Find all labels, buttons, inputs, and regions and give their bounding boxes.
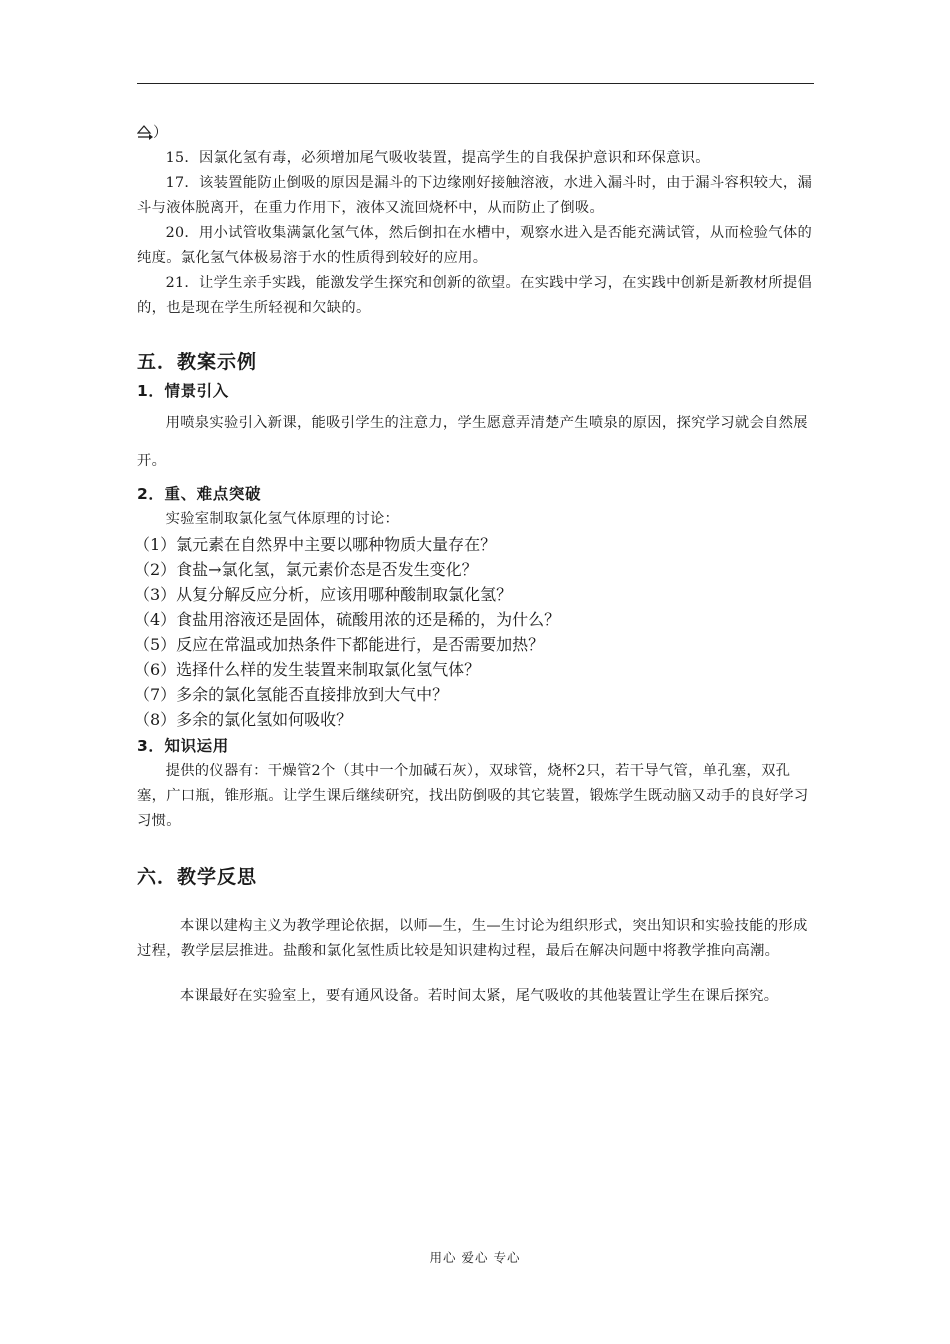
reflection-paragraph-2: 本课最好在实验室上，要有通风设备。若时间太紧，尾气吸收的其他装置让学生在课后探究。	[179, 988, 779, 1004]
question-3: （3）从复分解反应分析，应该用哪种酸制取氯化氢？	[134, 585, 513, 604]
question-5: （5）反应在常温或加热条件下都能进行，是否需要加热？	[134, 635, 545, 654]
note-21: 21．让学生亲手实践，能激发学生探究和创新的欲望。在实践中学习，在实践中创新是新教材所提倡的，也是现在学生所轻视和欠缺的。	[137, 275, 813, 316]
subsection-3-text: 提供的仪器有：干燥管2个（其中一个加碱石灰），双球管，烧杯2只，若干导气管，单孔塞，双孔塞，广口瓶，锥形瓶。让学生课后继续研究，找出防倒吸的其它装置，锻炼学生既动脑又动手的良好学习习惯。	[137, 763, 809, 829]
question-7: （7）多余的氯化氢能否直接排放到大气中？	[134, 685, 449, 704]
equation-fragment	[137, 122, 814, 146]
subsection-2-title: 2．重、难点突破	[137, 485, 262, 503]
question-6: （6）选择什么样的发生装置来制取氯化氢气体？	[134, 660, 481, 679]
section-6-title: 六．教学反思	[137, 866, 258, 888]
subsection-3-title: 3．知识运用	[137, 737, 229, 755]
note-15: 15．因氯化氢有毒，必须增加尾气吸收装置，提高学生的自我保护意识和环保意识。	[165, 150, 710, 166]
question-8: （8）多余的氯化氢如何吸收？	[134, 710, 353, 729]
question-1: （1）氯元素在自然界中主要以哪种物质大量存在？	[134, 535, 497, 554]
subsection-1-title: 1．情景引入	[137, 382, 229, 400]
question-4: （4）食盐用溶液还是固体，硫酸用浓的还是稀的，为什么？	[134, 610, 561, 629]
note-20: 20．用小试管收集满氯化氢气体，然后倒扣在水槽中，观察水进入是否能充满试管，从而检验气体的纯度。氯化氢气体极易溶于水的性质得到较好的应用。	[137, 225, 813, 266]
document-body	[134, 122, 814, 1009]
question-2: （2）食盐→氯化氢，氯元素价态是否发生变化？	[134, 560, 478, 579]
subsection-1-text: 用喷泉实验引入新课，能吸引学生的注意力，学生愿意弄清楚产生喷泉的原因，探究学习就会自然展开。	[137, 415, 808, 469]
subsection-2-intro: 实验室制取氯化氢气体原理的讨论：	[165, 511, 400, 527]
header-rule	[137, 83, 814, 84]
close-paren: ）	[153, 125, 168, 141]
page-footer: 用心 爱心 专心	[429, 1250, 521, 1265]
reflection-paragraph-1: 本课以建构主义为教学理论依据，以师—生，生—生讨论为组织形式，突出知识和实验技能的形成过程，教学层层推进。盐酸和氯化氢性质比较是知识建构过程，最后在解决问题中将教学推向高潮。	[137, 918, 808, 959]
note-17: 17．该装置能防止倒吸的原因是漏斗的下边缘刚好接触溶液，水进入漏斗时，由于漏斗容积较大，漏斗与液体脱离开，在重力作用下，液体又流回烧杯中，从而防止了倒吸。	[137, 175, 813, 216]
section-5-title: 五．教案示例	[137, 351, 258, 373]
heat-arrow-icon	[137, 125, 153, 141]
